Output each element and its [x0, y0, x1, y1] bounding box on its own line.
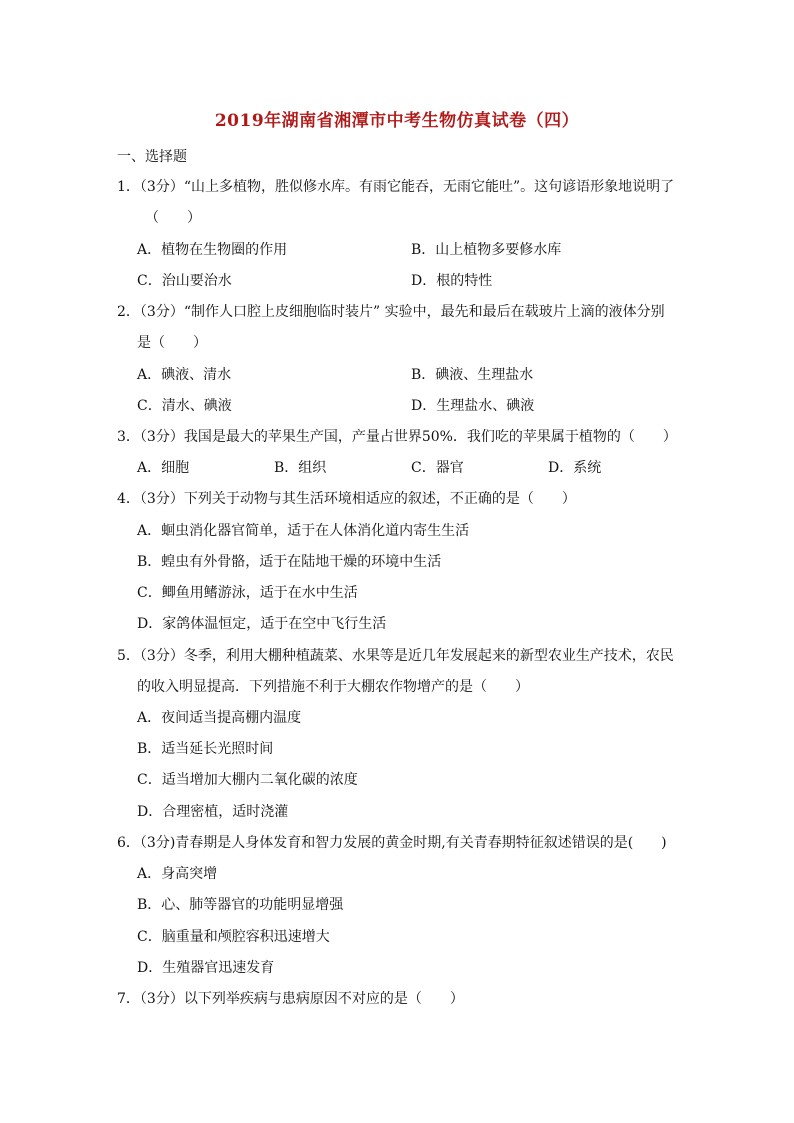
question-4-option-d: D．家鸽体温恒定，适于在空中飞行生活 — [137, 616, 387, 632]
question-2-option-b: B．碘液、生理盐水 — [411, 367, 534, 383]
question-1-option-c: C．治山要治水 — [137, 273, 232, 289]
question-4-option-b: B．蝗虫有外骨骼，适于在陆地干燥的环境中生活 — [137, 554, 442, 570]
question-3-option-a: A．细胞 — [137, 460, 190, 476]
question-6-stem: 6．（3分)青春期是人身体发育和智力发展的黄金时期,有关青春期特征叙述错误的是( ) — [117, 835, 667, 851]
question-3-option-d: D．系统 — [548, 460, 602, 476]
question-2-stem-cont: 是（ ） — [137, 335, 207, 351]
question-6-option-a: A．身高突增 — [137, 866, 218, 882]
question-1-stem-cont: （ ） — [145, 210, 201, 226]
question-1-option-a: A．植物在生物圈的作用 — [137, 242, 288, 258]
question-1-option-d: D．根的特性 — [411, 273, 493, 289]
question-2-option-a: A．碘液、清水 — [137, 367, 232, 383]
question-7-stem: 7．（3分）以下列举疾病与患病原因不对应的是（ ） — [117, 991, 464, 1007]
question-5-option-b: B．适当延长光照时间 — [137, 741, 274, 757]
question-3-option-b: B．组织 — [274, 460, 327, 476]
question-2-option-d: D．生理盐水、碘液 — [411, 398, 535, 414]
question-4-stem: 4．（3分）下列关于动物与其生活环境相适应的叙述，不正确的是（ ） — [117, 491, 576, 507]
question-5-option-a: A．夜间适当提高棚内温度 — [137, 710, 302, 726]
question-3-option-c: C．器官 — [411, 460, 464, 476]
question-5-option-c: C．适当增加大棚内二氧化碳的浓度 — [137, 772, 358, 788]
question-2-option-c: C．清水、碘液 — [137, 398, 232, 414]
question-5-stem: 5．（3分）冬季，利用大棚种植蔬菜、水果等是近几年发展起来的新型农业生产技术，农民 — [117, 648, 674, 664]
question-4-option-a: A．蛔虫消化器官简单，适于在人体消化道内寄生生活 — [137, 523, 470, 539]
question-6-option-b: B．心、肺等器官的功能明显增强 — [137, 897, 344, 913]
question-6-option-c: C．脑重量和颅腔容积迅速增大 — [137, 929, 330, 945]
page-title: 2019年湖南省湘潭市中考生物仿真试卷（四） — [214, 111, 580, 131]
question-5-stem-cont: 的收入明显提高．下列措施不利于大棚农作物增产的是（ ） — [137, 679, 529, 695]
question-3-stem: 3．（3分）我国是最大的苹果生产国，产量占世界50%．我们吃的苹果属于植物的（ ） — [117, 429, 677, 445]
question-6-option-d: D．生殖器官迅速发育 — [137, 960, 275, 976]
question-4-option-c: C．鲫鱼用鳍游泳，适于在水中生活 — [137, 585, 358, 601]
section-heading: 一、选择题 — [117, 149, 187, 165]
question-2-stem: 2．（3分）“制作人口腔上皮细胞临时装片” 实验中，最先和最后在载玻片上滴的液体分别 — [117, 304, 665, 320]
question-1-option-b: B．山上植物多要修水库 — [411, 242, 562, 258]
question-1-stem: 1．（3分）“山上多植物，胜似修水库。有雨它能吞，无雨它能吐”。这句谚语形象地说明了 — [117, 179, 675, 195]
question-5-option-d: D．合理密植，适时浇灌 — [137, 804, 289, 820]
